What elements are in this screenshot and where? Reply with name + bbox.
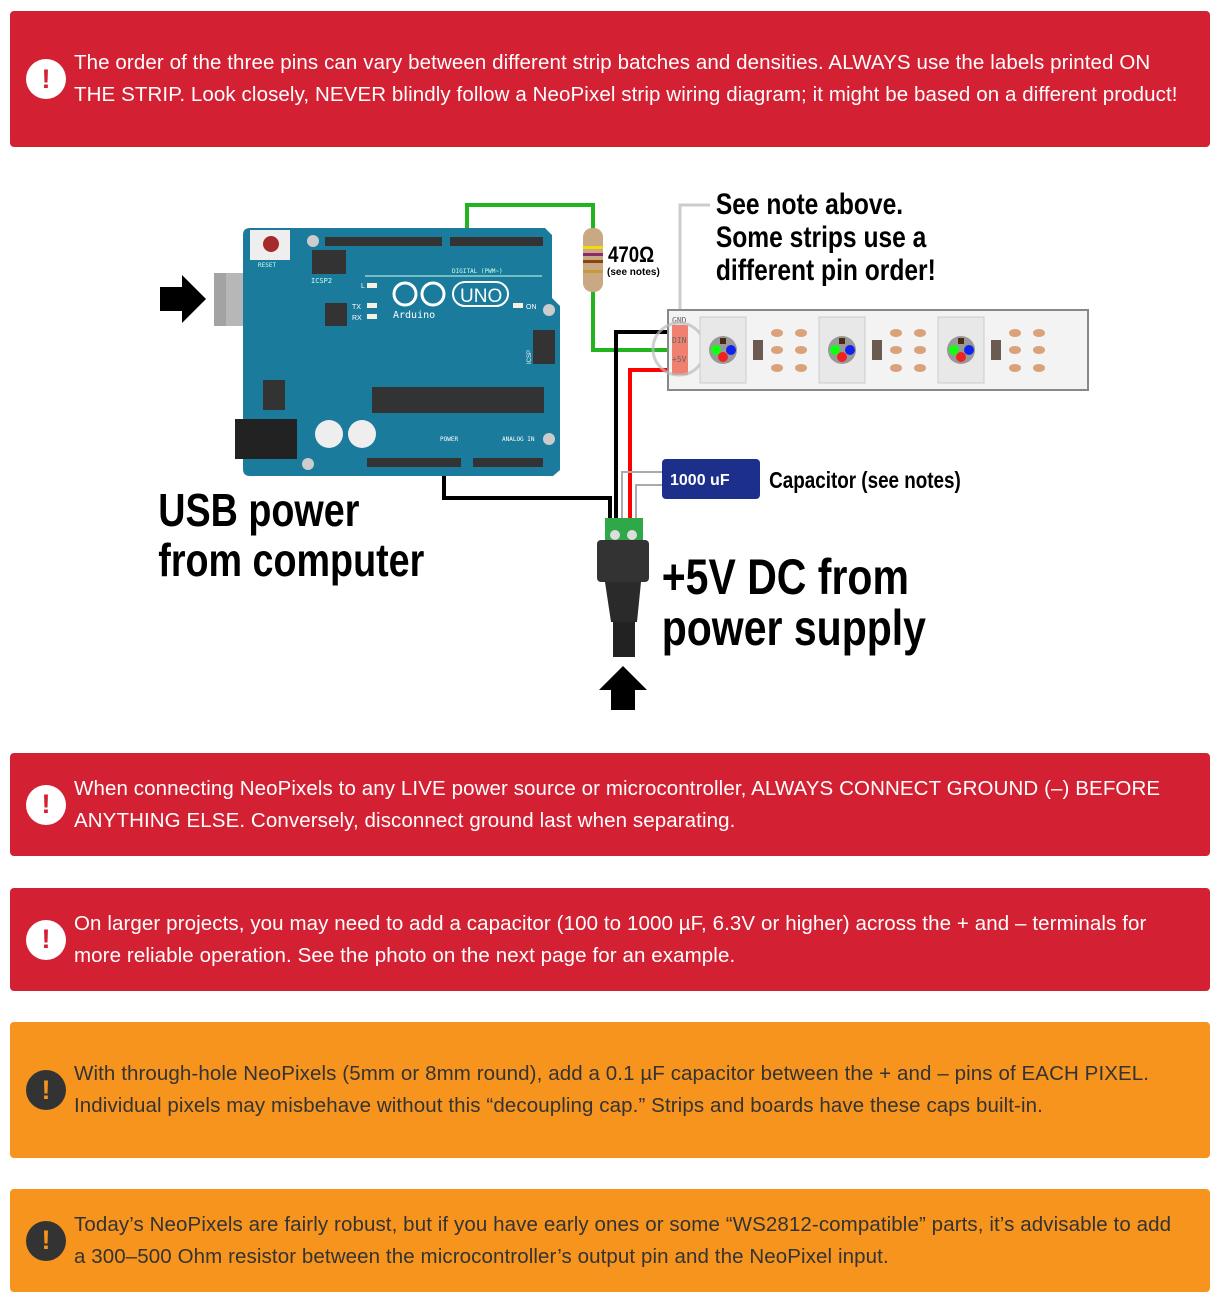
- exclamation-circle-icon: !: [26, 1070, 66, 1110]
- tx-label: TX: [352, 304, 361, 311]
- reset-label: RESET: [258, 262, 277, 269]
- power-label-line: +5V DC from: [661, 549, 909, 605]
- exclamation-circle-icon: !: [26, 785, 66, 825]
- strip-pin-din: DIN: [672, 336, 687, 345]
- led-l-label: L: [361, 283, 365, 290]
- note-line: different pin order!: [715, 252, 936, 287]
- on-label: ON: [526, 304, 537, 311]
- resistor: [583, 228, 603, 292]
- wiring-diagram: [0, 150, 1222, 750]
- warning-callout-capacitor: [10, 888, 1210, 991]
- strip-pin-5v: +5V: [672, 355, 687, 364]
- arduino-uno-board: [235, 228, 560, 476]
- warning-callout-pin-order: [10, 11, 1210, 147]
- power-label: POWER: [440, 436, 459, 443]
- usb-power-label: [158, 484, 424, 585]
- dc-barrel-jack: [597, 518, 649, 657]
- capacitor-label: Capacitor (see notes): [769, 468, 961, 494]
- caution-callout-resistor: [10, 1189, 1210, 1292]
- resistor-value: 470Ω: [608, 243, 655, 268]
- arrow-up-icon: [599, 666, 647, 710]
- led-pixel: [938, 317, 984, 383]
- note-line: Some strips use a: [715, 219, 927, 254]
- led-pixel: [700, 317, 746, 383]
- capacitor: [662, 459, 760, 499]
- icsp2-label: ICSP2: [311, 277, 333, 285]
- usb-label-line: from computer: [158, 534, 425, 586]
- power-supply-label: [662, 549, 927, 656]
- callout-text: When connecting NeoPixels to any LIVE power source or microcontroller, ALWAYS CONNECT GROUND (–) BEFORE ANYTHING ELSE. Conversely, disconnect ground last when separating.: [74, 776, 1161, 832]
- exclamation-circle-icon: !: [26, 920, 66, 960]
- power-label-line: power supply: [661, 600, 926, 656]
- warning-callout-ground-first: [10, 753, 1210, 856]
- callout-text: With through-hole NeoPixels (5mm or 8mm round), add a 0.1 µF capacitor between the + and – pins of EACH PIXEL. Individual pixels may misbehave without this “decoupling cap.” Strips and boards have these caps built-in.: [74, 1062, 1150, 1117]
- uno-logo: UNO: [460, 286, 503, 307]
- arduino-brand: Arduino: [393, 310, 436, 321]
- callout-text: On larger projects, you may need to add a capacitor (100 to 1000 µF, 6.3V or higher) across the + and – terminals for more reliable operation. See the photo on the next page for an example.: [74, 911, 1147, 967]
- callout-text: The order of the three pins can vary between different strip batches and densities. ALWAYS use the labels printed ON THE STRIP. Look closely, NEVER blindly follow a NeoPixel strip wiring diagram; it might be based on a different product!: [74, 51, 1178, 106]
- strip-pin-gnd: GND: [672, 316, 687, 325]
- note-line: See note above.: [715, 186, 904, 221]
- neopixel-strip: [653, 310, 1088, 390]
- capacitor-lead: [636, 485, 662, 520]
- led-pixel: [819, 317, 865, 383]
- icsp-label: ICSP: [527, 349, 533, 364]
- caution-callout-decoupling: [10, 1022, 1210, 1158]
- exclamation-circle-icon: !: [26, 1221, 66, 1261]
- usb-label-line: USB power: [158, 484, 360, 536]
- analog-label: ANALOG IN: [502, 436, 535, 443]
- rx-label: RX: [352, 315, 362, 322]
- pin-order-note: [716, 187, 936, 287]
- arrow-right-icon: [160, 275, 206, 323]
- digital-label: DIGITAL (PWM~): [452, 268, 503, 275]
- capacitor-value: 1000 uF: [670, 472, 730, 489]
- exclamation-circle-icon: !: [26, 59, 66, 99]
- resistor-note: (see notes): [607, 267, 660, 278]
- callout-text: Today’s NeoPixels are fairly robust, but if you have early ones or some “WS2812-compatible” parts, it’s advisable to add a 300–500 Ohm resistor between the microcontroller’s output pin and the NeoPixel input.: [74, 1212, 1172, 1268]
